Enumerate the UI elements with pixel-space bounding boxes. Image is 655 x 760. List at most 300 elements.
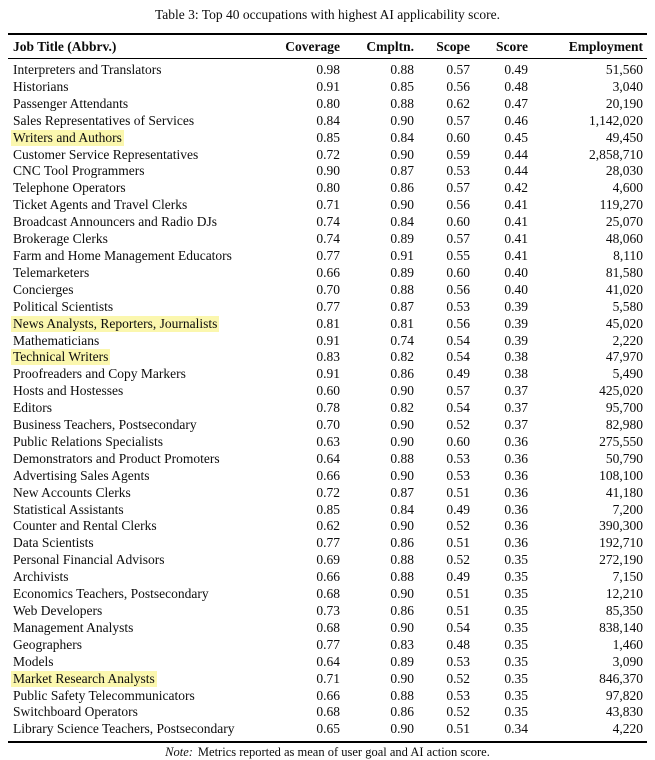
cmpltn-cell: 0.89 [390, 653, 414, 669]
employment-cell: 51,560 [605, 62, 643, 77]
job-title-cell [8, 299, 276, 316]
score-cell: 0.42 [504, 180, 528, 196]
employment-cell: 5,580 [612, 298, 643, 314]
scope-cell: 0.59 [446, 146, 470, 162]
job-title-cell [8, 163, 276, 180]
employment-cell: 12,210 [605, 586, 643, 602]
coverage-cell: 0.66 [316, 264, 340, 280]
job-title-cell [8, 231, 276, 248]
table-row [8, 502, 647, 519]
scope-cell: 0.60 [446, 129, 470, 145]
cmpltn-cell: 0.88 [390, 687, 414, 703]
score-cell: 0.40 [504, 264, 528, 280]
employment-cell: 192,710 [599, 535, 643, 551]
job-title-cell [8, 451, 276, 468]
table-row [8, 688, 647, 705]
table-row [8, 485, 647, 502]
cmpltn-cell: 0.88 [390, 569, 414, 585]
job-title-highlighted: Technical Writers [13, 349, 109, 365]
employment-cell: 3,090 [612, 653, 643, 669]
coverage-cell: 0.74 [316, 231, 340, 247]
coverage-cell: 0.71 [316, 197, 340, 213]
score-cell: 0.36 [504, 535, 528, 551]
job-title-cell [8, 383, 276, 400]
scope-cell: 0.52 [446, 552, 470, 568]
scope-cell: 0.56 [446, 315, 470, 331]
coverage-cell: 0.85 [316, 501, 340, 517]
cmpltn-cell: 0.89 [390, 264, 414, 280]
scope-cell: 0.60 [446, 214, 470, 230]
job-title-cell [8, 704, 276, 721]
job-title-cell [8, 366, 276, 383]
job-title-cell [8, 59, 276, 79]
job-title: Editors [13, 400, 52, 416]
score-cell: 0.36 [504, 433, 528, 449]
employment-cell: 41,180 [605, 484, 643, 500]
job-title: Data Scientists [13, 535, 94, 551]
score-cell: 0.37 [504, 417, 528, 433]
score-cell: 0.36 [504, 484, 528, 500]
job-title: Proofreaders and Copy Markers [13, 366, 186, 382]
scope-cell: 0.52 [446, 417, 470, 433]
cmpltn-cell: 0.87 [390, 298, 414, 314]
scope-cell: 0.53 [446, 450, 470, 466]
coverage-cell: 0.70 [316, 281, 340, 297]
coverage-cell: 0.63 [316, 433, 340, 449]
job-title: Library Science Teachers, Postsecondary [13, 721, 235, 737]
job-title: Concierges [13, 281, 74, 297]
employment-cell: 45,020 [605, 315, 643, 331]
cmpltn-cell: 0.90 [390, 467, 414, 483]
scope-cell: 0.57 [446, 180, 470, 196]
coverage-cell: 0.65 [316, 721, 340, 737]
job-title-cell [8, 518, 276, 535]
coverage-cell: 0.80 [316, 180, 340, 196]
job-title: Demonstrators and Product Promoters [13, 450, 220, 466]
cmpltn-cell: 0.86 [390, 704, 414, 720]
cmpltn-cell: 0.87 [390, 163, 414, 179]
scope-cell: 0.54 [446, 619, 470, 635]
employment-cell: 41,020 [605, 281, 643, 297]
scope-cell: 0.48 [446, 636, 470, 652]
job-title: Geographers [13, 636, 82, 652]
employment-cell: 47,970 [605, 349, 643, 365]
coverage-cell: 0.77 [316, 636, 340, 652]
job-title: Management Analysts [13, 619, 134, 635]
table-row [8, 180, 647, 197]
score-cell: 0.41 [504, 214, 528, 230]
job-title-cell [8, 130, 276, 147]
employment-cell: 8,110 [613, 247, 643, 263]
employment-cell: 50,790 [605, 450, 643, 466]
scope-cell: 0.52 [446, 670, 470, 686]
cmpltn-cell: 0.86 [390, 535, 414, 551]
job-title-cell [8, 265, 276, 282]
job-title: Switchboard Operators [13, 704, 138, 720]
score-cell: 0.35 [504, 619, 528, 635]
cmpltn-cell: 0.90 [390, 383, 414, 399]
table-row [8, 96, 647, 113]
cmpltn-cell: 0.90 [390, 619, 414, 635]
table-row [8, 214, 647, 231]
table-row [8, 552, 647, 569]
employment-cell: 108,100 [599, 467, 643, 483]
employment-cell: 1,460 [612, 636, 643, 652]
cmpltn-cell: 0.82 [390, 349, 414, 365]
table-row [8, 349, 647, 366]
coverage-cell: 0.62 [316, 518, 340, 534]
job-title-highlighted: Market Research Analysts [13, 670, 155, 686]
col-header-employment: Employment [528, 34, 647, 59]
job-title-cell [8, 688, 276, 705]
cmpltn-cell: 0.88 [390, 95, 414, 111]
table-row [8, 282, 647, 299]
employment-cell: 3,040 [612, 78, 643, 94]
table-row [8, 147, 647, 164]
cmpltn-cell: 0.88 [390, 62, 414, 77]
table-row [8, 603, 647, 620]
scope-cell: 0.57 [446, 383, 470, 399]
scope-cell: 0.60 [446, 433, 470, 449]
employment-cell: 82,980 [605, 417, 643, 433]
scope-cell: 0.49 [446, 501, 470, 517]
job-title: Hosts and Hostesses [13, 383, 124, 399]
job-title-cell [8, 485, 276, 502]
score-cell: 0.35 [504, 569, 528, 585]
employment-cell: 81,580 [605, 264, 643, 280]
employment-cell: 5,490 [612, 366, 643, 382]
cmpltn-cell: 0.83 [390, 636, 414, 652]
job-title: Farm and Home Management Educators [13, 247, 232, 263]
score-cell: 0.39 [504, 315, 528, 331]
coverage-cell: 0.91 [316, 332, 340, 348]
cmpltn-cell: 0.89 [390, 231, 414, 247]
table-row [8, 620, 647, 637]
coverage-cell: 0.72 [316, 146, 340, 162]
table-row [8, 265, 647, 282]
table-header [8, 34, 647, 59]
coverage-cell: 0.68 [316, 704, 340, 720]
job-title-cell [8, 316, 276, 333]
coverage-cell: 0.68 [316, 619, 340, 635]
cmpltn-cell: 0.86 [390, 180, 414, 196]
job-title: Web Developers [13, 603, 103, 618]
job-title-cell [8, 400, 276, 417]
job-title: Models [13, 653, 54, 669]
job-title-cell [8, 468, 276, 485]
score-cell: 0.34 [504, 721, 528, 737]
cmpltn-cell: 0.90 [390, 417, 414, 433]
header-row [8, 34, 647, 59]
table-row [8, 518, 647, 535]
score-cell: 0.35 [504, 586, 528, 602]
table-row [8, 59, 647, 79]
job-title: Counter and Rental Clerks [13, 518, 157, 534]
score-cell: 0.37 [504, 400, 528, 416]
table-row [8, 451, 647, 468]
scope-cell: 0.56 [446, 281, 470, 297]
coverage-cell: 0.70 [316, 417, 340, 433]
table-row [8, 637, 647, 654]
cmpltn-cell: 0.90 [390, 146, 414, 162]
col-header-score: Score [470, 34, 528, 59]
job-title-cell [8, 603, 276, 620]
job-title-cell [8, 333, 276, 350]
coverage-cell: 0.73 [316, 603, 340, 618]
table-row [8, 79, 647, 96]
coverage-cell: 0.84 [316, 112, 340, 128]
employment-cell: 846,370 [599, 670, 643, 686]
job-title-cell [8, 654, 276, 671]
coverage-cell: 0.64 [316, 653, 340, 669]
scope-cell: 0.51 [446, 603, 470, 618]
table-row [8, 231, 647, 248]
coverage-cell: 0.77 [316, 247, 340, 263]
score-cell: 0.47 [504, 95, 528, 111]
job-title-cell [8, 586, 276, 603]
employment-cell: 272,190 [599, 552, 643, 568]
job-title-cell [8, 552, 276, 569]
scope-cell: 0.53 [446, 687, 470, 703]
coverage-cell: 0.91 [316, 366, 340, 382]
scope-cell: 0.52 [446, 704, 470, 720]
employment-cell: 7,200 [612, 501, 643, 517]
cmpltn-cell: 0.88 [390, 450, 414, 466]
scope-cell: 0.53 [446, 467, 470, 483]
coverage-cell: 0.77 [316, 535, 340, 551]
job-title: Sales Representatives of Services [13, 112, 195, 128]
coverage-cell: 0.80 [316, 95, 340, 111]
job-title-cell [8, 535, 276, 552]
job-title-cell [8, 502, 276, 519]
cmpltn-cell: 0.85 [390, 78, 414, 94]
job-title: Passenger Attendants [13, 95, 129, 111]
coverage-cell: 0.66 [316, 569, 340, 585]
job-title-cell [8, 197, 276, 214]
table-row [8, 671, 647, 688]
job-title: Advertising Sales Agents [13, 467, 150, 483]
coverage-cell: 0.81 [316, 315, 340, 331]
score-cell: 0.35 [504, 670, 528, 686]
cmpltn-cell: 0.90 [390, 721, 414, 737]
score-cell: 0.41 [504, 247, 528, 263]
cmpltn-cell: 0.84 [390, 501, 414, 517]
score-cell: 0.44 [504, 163, 528, 179]
scope-cell: 0.51 [446, 484, 470, 500]
job-title-cell [8, 721, 276, 742]
employment-cell: 1,142,020 [589, 112, 643, 128]
employment-cell: 7,150 [612, 569, 643, 585]
score-cell: 0.44 [504, 146, 528, 162]
job-title: Archivists [13, 569, 69, 585]
scope-cell: 0.56 [446, 78, 470, 94]
table-row [8, 333, 647, 350]
job-title-cell [8, 349, 276, 366]
job-title: New Accounts Clerks [13, 484, 131, 500]
score-cell: 0.39 [504, 298, 528, 314]
job-title: Customer Service Representatives [13, 146, 199, 162]
table-row [8, 197, 647, 214]
occupations-table [8, 33, 647, 743]
employment-cell: 48,060 [605, 231, 643, 247]
employment-cell: 28,030 [605, 163, 643, 179]
coverage-cell: 0.69 [316, 552, 340, 568]
job-title-highlighted: News Analysts, Reporters, Journalists [13, 315, 218, 331]
coverage-cell: 0.64 [316, 450, 340, 466]
scope-cell: 0.62 [446, 95, 470, 111]
job-title: Public Relations Specialists [13, 433, 163, 449]
scope-cell: 0.53 [446, 653, 470, 669]
job-title: CNC Tool Programmers [13, 163, 145, 179]
score-cell: 0.35 [504, 704, 528, 720]
scope-cell: 0.51 [446, 535, 470, 551]
job-title-cell [8, 417, 276, 434]
job-title-cell [8, 282, 276, 299]
cmpltn-cell: 0.86 [390, 603, 414, 618]
table-row [8, 434, 647, 451]
scope-cell: 0.57 [446, 112, 470, 128]
table-row [8, 535, 647, 552]
table-row [8, 586, 647, 603]
employment-cell: 20,190 [605, 95, 643, 111]
employment-cell: 390,300 [599, 518, 643, 534]
note-text: Metrics reported as mean of user goal and AI action score. [197, 745, 490, 760]
score-cell: 0.36 [504, 501, 528, 517]
score-cell: 0.46 [504, 112, 528, 128]
employment-cell: 85,350 [605, 603, 643, 618]
job-title: Ticket Agents and Travel Clerks [13, 197, 188, 213]
table-row [8, 468, 647, 485]
coverage-cell: 0.83 [316, 349, 340, 365]
score-cell: 0.35 [504, 653, 528, 669]
cmpltn-cell: 0.91 [390, 247, 414, 263]
score-cell: 0.39 [504, 332, 528, 348]
job-title: Public Safety Telecommunicators [13, 687, 195, 703]
scope-cell: 0.60 [446, 264, 470, 280]
job-title-cell [8, 147, 276, 164]
coverage-cell: 0.71 [316, 670, 340, 686]
employment-cell: 2,220 [612, 332, 643, 348]
job-title-cell [8, 79, 276, 96]
job-title: Mathematicians [13, 332, 100, 348]
cmpltn-cell: 0.90 [390, 112, 414, 128]
job-title-cell [8, 214, 276, 231]
coverage-cell: 0.66 [316, 687, 340, 703]
score-cell: 0.38 [504, 349, 528, 365]
col-header-scope: Scope [414, 34, 470, 59]
job-title-cell [8, 620, 276, 637]
cmpltn-cell: 0.90 [390, 586, 414, 602]
employment-cell: 425,020 [599, 383, 643, 399]
scope-cell: 0.49 [446, 569, 470, 585]
coverage-cell: 0.66 [316, 467, 340, 483]
job-title: Telephone Operators [13, 180, 126, 196]
table-row [8, 383, 647, 400]
score-cell: 0.41 [504, 231, 528, 247]
table-row [8, 417, 647, 434]
table-row [8, 400, 647, 417]
cmpltn-cell: 0.74 [390, 332, 414, 348]
table-row [8, 316, 647, 333]
score-cell: 0.36 [504, 450, 528, 466]
employment-cell: 2,858,710 [589, 146, 643, 162]
job-title-cell [8, 113, 276, 130]
job-title: Broadcast Announcers and Radio DJs [13, 214, 217, 230]
job-title-cell [8, 637, 276, 654]
scope-cell: 0.53 [446, 298, 470, 314]
employment-cell: 4,220 [612, 721, 643, 737]
coverage-cell: 0.68 [316, 586, 340, 602]
table-row [8, 113, 647, 130]
table-row [8, 366, 647, 383]
coverage-cell: 0.60 [316, 383, 340, 399]
job-title-highlighted: Writers and Authors [13, 129, 122, 145]
employment-cell: 43,830 [605, 704, 643, 720]
job-title-cell [8, 248, 276, 265]
scope-cell: 0.56 [446, 197, 470, 213]
score-cell: 0.35 [504, 687, 528, 703]
score-cell: 0.41 [504, 197, 528, 213]
employment-cell: 4,600 [612, 180, 643, 196]
job-title: Interpreters and Translators [13, 62, 162, 77]
score-cell: 0.37 [504, 383, 528, 399]
table-row [8, 569, 647, 586]
score-cell: 0.36 [504, 518, 528, 534]
cmpltn-cell: 0.86 [390, 366, 414, 382]
score-cell: 0.36 [504, 467, 528, 483]
table-row [8, 130, 647, 147]
job-title-cell [8, 671, 276, 688]
cmpltn-cell: 0.90 [390, 197, 414, 213]
employment-cell: 95,700 [605, 400, 643, 416]
cmpltn-cell: 0.82 [390, 400, 414, 416]
table-row [8, 248, 647, 265]
scope-cell: 0.54 [446, 400, 470, 416]
scope-cell: 0.57 [446, 231, 470, 247]
score-cell: 0.40 [504, 281, 528, 297]
score-cell: 0.38 [504, 366, 528, 382]
employment-cell: 275,550 [599, 433, 643, 449]
cmpltn-cell: 0.84 [390, 129, 414, 145]
table-row [8, 704, 647, 721]
employment-cell: 49,450 [605, 129, 643, 145]
job-title-cell [8, 96, 276, 113]
cmpltn-cell: 0.87 [390, 484, 414, 500]
coverage-cell: 0.85 [316, 129, 340, 145]
job-title: Telemarketers [13, 264, 90, 280]
coverage-cell: 0.77 [316, 298, 340, 314]
scope-cell: 0.54 [446, 349, 470, 365]
table-row [8, 299, 647, 316]
note-label: Note: [165, 745, 193, 760]
employment-cell: 25,070 [605, 214, 643, 230]
table-caption: Table 3: Top 40 occupations with highest AI applicability score. [154, 7, 501, 22]
score-cell: 0.35 [504, 603, 528, 618]
col-header-cmpltn: Cmpltn. [340, 34, 414, 59]
cmpltn-cell: 0.90 [390, 518, 414, 534]
table-row [8, 163, 647, 180]
scope-cell: 0.54 [446, 332, 470, 348]
cmpltn-cell: 0.81 [390, 315, 414, 331]
table-row [8, 654, 647, 671]
coverage-cell: 0.72 [316, 484, 340, 500]
job-title: Personal Financial Advisors [13, 552, 165, 568]
col-header-coverage: Coverage [276, 34, 340, 59]
job-title: Historians [13, 78, 69, 94]
scope-cell: 0.52 [446, 518, 470, 534]
scope-cell: 0.55 [446, 247, 470, 263]
scope-cell: 0.51 [446, 586, 470, 602]
